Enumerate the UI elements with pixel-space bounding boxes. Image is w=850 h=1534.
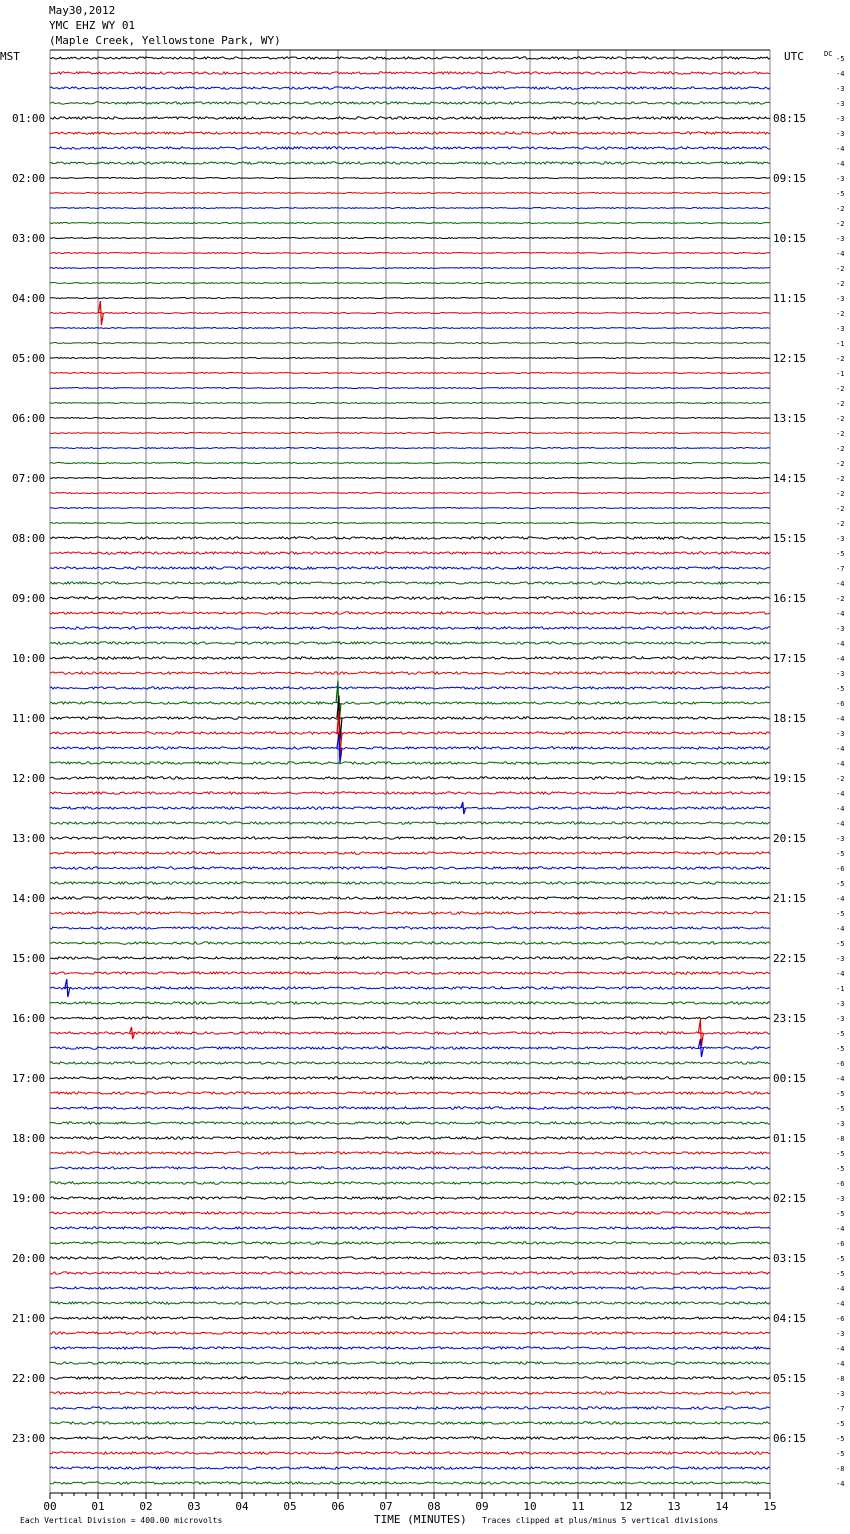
trace-line — [50, 1047, 770, 1049]
x-tick-label: 10 — [523, 1500, 537, 1513]
dc-offset-value: -3 — [836, 130, 845, 138]
mst-hour-label: 11:00 — [12, 712, 46, 725]
dc-offset-value: -5 — [836, 850, 845, 858]
dc-offset-value: -5 — [836, 1105, 845, 1113]
dc-offset-value: -6 — [836, 700, 845, 708]
mst-hour-label: 14:00 — [12, 892, 46, 905]
dc-offset-value: -3 — [836, 115, 845, 123]
dc-offset-value: -5 — [836, 1165, 845, 1173]
mst-hour-label: 04:00 — [12, 292, 46, 305]
dc-offset-value: -2 — [836, 475, 845, 483]
trace-line — [50, 552, 770, 554]
trace-line — [50, 328, 770, 329]
minute-grid — [50, 50, 770, 1493]
trace-line — [50, 1122, 770, 1124]
dc-offset-value: -5 — [836, 1030, 845, 1038]
dc-offset-value: -4 — [836, 805, 845, 813]
trace-line — [50, 747, 770, 749]
x-tick-label: 02 — [139, 1500, 153, 1513]
dc-offset-value: -4 — [836, 925, 845, 933]
mst-hour-label: 12:00 — [12, 772, 46, 785]
dc-offset-value: -1 — [836, 370, 845, 378]
trace-line — [50, 1137, 770, 1139]
dc-offset-value: -5 — [836, 190, 845, 198]
left-axis-title: MST — [0, 50, 20, 63]
trace-line — [50, 478, 770, 479]
dc-offset-value: -5 — [836, 1150, 845, 1158]
trace-line — [50, 987, 770, 989]
dc-offset-value: -4 — [836, 145, 845, 153]
dc-offset-value: -5 — [836, 1090, 845, 1098]
trace-line — [50, 657, 770, 659]
dc-offset-value: -3 — [836, 535, 845, 543]
utc-hour-label: 00:15 — [773, 1072, 807, 1085]
utc-hour-label: 02:15 — [773, 1192, 807, 1205]
dc-offset-value: -5 — [836, 1450, 845, 1458]
dc-offset-value: -5 — [836, 1270, 845, 1278]
dc-offset-value: -3 — [836, 835, 845, 843]
trace-line — [50, 732, 770, 734]
dc-offset-value: -3 — [836, 670, 845, 678]
dc-offset-value: -2 — [836, 520, 845, 528]
trace-line — [50, 208, 770, 209]
dc-offset-value: -8 — [836, 1135, 845, 1143]
mst-hour-label: 06:00 — [12, 412, 46, 425]
scale-note: Each Vertical Division = 400.00 microvolts — [20, 1516, 223, 1525]
mst-hour-label: 09:00 — [12, 592, 46, 605]
dc-offset-value: -2 — [836, 775, 845, 783]
x-tick-label: 07 — [379, 1500, 393, 1513]
trace-line — [50, 1212, 770, 1214]
trace-line — [50, 1407, 770, 1409]
utc-hour-label: 13:15 — [773, 412, 807, 425]
trace-line — [50, 807, 770, 809]
dc-offset-value: -6 — [836, 1240, 845, 1248]
mst-hour-labels — [12, 112, 45, 1445]
x-tick-label: 05 — [283, 1500, 297, 1513]
trace-line — [50, 852, 770, 854]
trace-line — [50, 102, 770, 104]
dc-offset-value: -6 — [836, 1315, 845, 1323]
dc-offset-value: -4 — [836, 1225, 845, 1233]
trace-line — [50, 702, 770, 704]
trace-line — [50, 1182, 770, 1184]
trace-line — [50, 1317, 770, 1319]
dc-offset-value: -2 — [836, 490, 845, 498]
dc-offset-value: -2 — [836, 280, 845, 288]
trace-line — [50, 117, 770, 119]
trace-line — [50, 1452, 770, 1454]
station-code: YMC EHZ WY 01 — [49, 19, 136, 32]
dc-offset-value: -5 — [836, 685, 845, 693]
trace-line — [50, 1107, 770, 1109]
trace-line — [50, 882, 770, 884]
utc-hour-label: 11:15 — [773, 292, 807, 305]
dc-offset-value: -4 — [836, 970, 845, 978]
trace-line — [50, 1167, 770, 1169]
mst-hour-label: 02:00 — [12, 172, 46, 185]
x-tick-label: 00 — [43, 1500, 57, 1513]
dc-offset-value: -1 — [836, 340, 845, 348]
trace-line — [50, 672, 770, 674]
x-tick-label: 01 — [91, 1500, 105, 1513]
dc-offset-value: -4 — [836, 1285, 845, 1293]
dc-offset-value: -6 — [836, 865, 845, 873]
dc-offset-value: -4 — [836, 655, 845, 663]
seismic-traces — [50, 57, 770, 1484]
dc-offset-value: -3 — [836, 100, 845, 108]
trace-line — [50, 57, 770, 59]
trace-line — [50, 642, 770, 644]
utc-hour-label: 01:15 — [773, 1132, 807, 1145]
trace-line — [50, 867, 770, 869]
utc-hour-label: 17:15 — [773, 652, 807, 665]
dc-offset-value: -3 — [836, 1330, 845, 1338]
utc-hour-label: 03:15 — [773, 1252, 807, 1265]
dc-offset-value: -4 — [836, 610, 845, 618]
time-axis — [43, 1493, 776, 1513]
mst-hour-label: 21:00 — [12, 1312, 46, 1325]
utc-hour-label: 12:15 — [773, 352, 807, 365]
right-axis-title: UTC — [784, 50, 804, 63]
trace-line — [50, 178, 770, 179]
x-tick-label: 13 — [667, 1500, 681, 1513]
mst-hour-label: 01:00 — [12, 112, 46, 125]
trace-line — [50, 942, 770, 944]
dc-offset-value: -3 — [836, 730, 845, 738]
dc-offset-value: -6 — [836, 1060, 845, 1068]
trace-line — [50, 1062, 770, 1064]
dc-offset-value: -2 — [836, 505, 845, 513]
dc-offset-value: -2 — [836, 595, 845, 603]
utc-hour-label: 16:15 — [773, 592, 807, 605]
trace-line — [50, 253, 770, 254]
dc-offset-value: -2 — [836, 430, 845, 438]
trace-line — [50, 1257, 770, 1259]
trace-line — [50, 567, 770, 569]
dc-offset-value: -3 — [836, 625, 845, 633]
dc-offset-value: -4 — [836, 1360, 845, 1368]
trace-line — [50, 927, 770, 929]
utc-hour-label: 10:15 — [773, 232, 807, 245]
trace-line — [50, 388, 770, 389]
mst-hour-label: 13:00 — [12, 832, 46, 845]
trace-line — [50, 837, 770, 839]
trace-line — [50, 1242, 770, 1244]
trace-line — [50, 343, 770, 344]
trace-line — [50, 147, 770, 149]
trace-line — [50, 1332, 770, 1334]
trace-line — [50, 1302, 770, 1304]
x-tick-label: 14 — [715, 1500, 729, 1513]
mst-hour-label: 03:00 — [12, 232, 46, 245]
dc-offset-value: -4 — [836, 160, 845, 168]
dc-offset-value: -3 — [836, 1015, 845, 1023]
dc-offset-value: -3 — [836, 955, 845, 963]
dc-offset-value: -2 — [836, 385, 845, 393]
dc-offset-value: -4 — [836, 790, 845, 798]
dc-offset-value: -6 — [836, 1180, 845, 1188]
trace-line — [50, 298, 770, 299]
dc-offset-value: -2 — [836, 400, 845, 408]
utc-hour-label: 18:15 — [773, 712, 807, 725]
utc-hour-label: 20:15 — [773, 832, 807, 845]
dc-offset-value: -4 — [836, 250, 845, 258]
dc-offset-value: -3 — [836, 1120, 845, 1128]
trace-line — [50, 132, 770, 134]
dc-offset-value: -4 — [836, 1300, 845, 1308]
dc-offset-value: -3 — [836, 295, 845, 303]
trace-line — [50, 223, 770, 224]
dc-offset-value: -4 — [836, 895, 845, 903]
trace-line — [50, 1077, 770, 1079]
trace-line — [50, 1467, 770, 1469]
dc-offset-value: -8 — [836, 1375, 845, 1383]
utc-hour-label: 05:15 — [773, 1372, 807, 1385]
trace-line — [50, 373, 770, 374]
dc-offset-value: -5 — [836, 1255, 845, 1263]
utc-hour-label: 22:15 — [773, 952, 807, 965]
trace-line — [50, 582, 770, 584]
mst-hour-label: 16:00 — [12, 1012, 46, 1025]
dc-offset-value: -5 — [836, 880, 845, 888]
mst-hour-label: 08:00 — [12, 532, 46, 545]
dc-offset-value: -4 — [836, 820, 845, 828]
trace-line — [50, 448, 770, 449]
trace-line — [50, 283, 770, 284]
utc-hour-label: 23:15 — [773, 1012, 807, 1025]
trace-line — [50, 687, 770, 689]
x-tick-label: 15 — [763, 1500, 777, 1513]
trace-line — [50, 612, 770, 614]
trace-line — [50, 1392, 770, 1394]
trace-line — [50, 972, 770, 974]
dc-offset-value: -5 — [836, 1435, 845, 1443]
dc-offset-value: -2 — [836, 415, 845, 423]
trace-line — [50, 1197, 770, 1199]
utc-hour-label: 14:15 — [773, 472, 807, 485]
trace-line — [50, 1437, 770, 1439]
mst-hour-label: 22:00 — [12, 1372, 46, 1385]
trace-line — [50, 627, 770, 629]
utc-hour-label: 04:15 — [773, 1312, 807, 1325]
x-axis-label: TIME (MINUTES) — [374, 1513, 467, 1526]
dc-offset-value: -3 — [836, 325, 845, 333]
trace-line — [50, 897, 770, 899]
trace-line — [50, 1287, 770, 1289]
trace-line — [50, 1017, 770, 1019]
x-tick-label: 08 — [427, 1500, 441, 1513]
dc-offset-value: -4 — [836, 1075, 845, 1083]
chart-date: May30,2012 — [49, 4, 116, 17]
dc-offset-value: -8 — [836, 1465, 845, 1473]
dc-offset-value: -3 — [836, 175, 845, 183]
trace-line — [50, 313, 770, 314]
trace-line — [50, 912, 770, 914]
mst-hour-label: 10:00 — [12, 652, 46, 665]
dc-header: DC — [824, 50, 833, 58]
trace-line — [50, 463, 770, 464]
dc-offset-value: -2 — [836, 310, 845, 318]
dc-offset-value: -7 — [836, 1405, 845, 1413]
mst-hour-label: 15:00 — [12, 952, 46, 965]
trace-line — [50, 1482, 770, 1484]
dc-offset-value: -2 — [836, 460, 845, 468]
dc-offset-value: -2 — [836, 205, 845, 213]
trace-line — [50, 1032, 770, 1034]
dc-offset-value: -5 — [836, 55, 845, 63]
utc-hour-label: 09:15 — [773, 172, 807, 185]
mst-hour-label: 23:00 — [12, 1432, 46, 1445]
trace-line — [50, 493, 770, 494]
dc-offset-value: -7 — [836, 565, 845, 573]
dc-offset-value: -2 — [836, 220, 845, 228]
trace-line — [50, 193, 770, 194]
trace-line — [50, 777, 770, 779]
trace-line — [50, 597, 770, 599]
trace-line — [50, 762, 770, 764]
utc-hour-labels — [773, 112, 806, 1445]
trace-line — [50, 523, 770, 524]
x-tick-label: 11 — [571, 1500, 585, 1513]
x-tick-label: 12 — [619, 1500, 633, 1513]
trace-line — [50, 537, 770, 539]
trace-line — [50, 87, 770, 89]
trace-line — [50, 72, 770, 74]
utc-hour-label: 15:15 — [773, 532, 807, 545]
utc-hour-label: 06:15 — [773, 1432, 807, 1445]
dc-offset-labels — [836, 55, 844, 1488]
dc-offset-value: -3 — [836, 1000, 845, 1008]
station-location: (Maple Creek, Yellowstone Park, WY) — [49, 34, 281, 47]
dc-offset-value: -5 — [836, 910, 845, 918]
x-tick-label: 04 — [235, 1500, 249, 1513]
dc-offset-value: -4 — [836, 1480, 845, 1488]
trace-line — [50, 1377, 770, 1379]
dc-offset-value: -3 — [836, 235, 845, 243]
dc-offset-value: -3 — [836, 1195, 845, 1203]
trace-line — [50, 792, 770, 794]
mst-hour-label: 07:00 — [12, 472, 46, 485]
mst-hour-label: 19:00 — [12, 1192, 46, 1205]
dc-offset-value: -4 — [836, 760, 845, 768]
dc-offset-value: -5 — [836, 940, 845, 948]
dc-offset-value: -4 — [836, 715, 845, 723]
trace-line — [50, 957, 770, 959]
dc-offset-value: -4 — [836, 1345, 845, 1353]
trace-line — [50, 162, 770, 164]
trace-line — [50, 1347, 770, 1349]
dc-offset-value: -3 — [836, 1390, 845, 1398]
dc-offset-value: -2 — [836, 355, 845, 363]
trace-line — [50, 508, 770, 509]
trace-line — [50, 358, 770, 359]
trace-line — [50, 1092, 770, 1094]
mst-hour-label: 18:00 — [12, 1132, 46, 1145]
dc-offset-value: -5 — [836, 1210, 845, 1218]
trace-line — [50, 717, 770, 719]
utc-hour-label: 19:15 — [773, 772, 807, 785]
trace-line — [50, 1422, 770, 1424]
dc-offset-value: -5 — [836, 550, 845, 558]
trace-line — [50, 238, 770, 239]
trace-line — [50, 268, 770, 269]
dc-offset-value: -3 — [836, 85, 845, 93]
trace-line — [50, 822, 770, 824]
dc-offset-value: -4 — [836, 580, 845, 588]
trace-line — [50, 403, 770, 404]
dc-offset-value: -5 — [836, 1045, 845, 1053]
clip-note: Traces clipped at plus/minus 5 vertical divisions — [482, 1516, 719, 1525]
trace-line — [50, 1152, 770, 1154]
trace-line — [50, 1272, 770, 1274]
trace-line — [50, 418, 770, 419]
x-tick-label: 03 — [187, 1500, 201, 1513]
dc-offset-value: -2 — [836, 445, 845, 453]
dc-offset-value: -4 — [836, 640, 845, 648]
utc-hour-label: 08:15 — [773, 112, 807, 125]
mst-hour-label: 20:00 — [12, 1252, 46, 1265]
dc-offset-value: -2 — [836, 265, 845, 273]
dc-offset-value: -4 — [836, 70, 845, 78]
utc-hour-label: 21:15 — [773, 892, 807, 905]
mst-hour-label: 05:00 — [12, 352, 46, 365]
x-tick-label: 09 — [475, 1500, 489, 1513]
dc-offset-value: -4 — [836, 745, 845, 753]
mst-hour-label: 17:00 — [12, 1072, 46, 1085]
trace-line — [50, 1002, 770, 1004]
dc-offset-value: -5 — [836, 1420, 845, 1428]
trace-line — [50, 1362, 770, 1364]
trace-line — [50, 433, 770, 434]
trace-line — [50, 1227, 770, 1229]
dc-offset-value: -1 — [836, 985, 845, 993]
x-tick-label: 06 — [331, 1500, 345, 1513]
